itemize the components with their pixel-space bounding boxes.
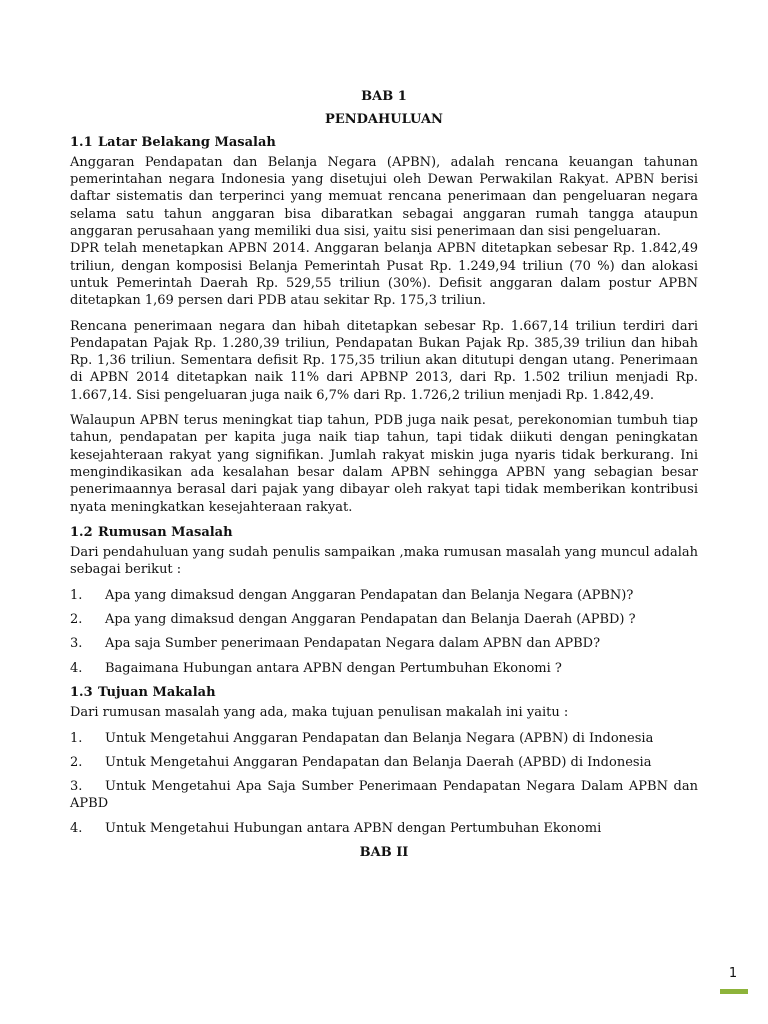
section-title: Rumusan Masalah <box>98 524 233 540</box>
section-number: 1.3 <box>70 684 93 700</box>
list-text: Untuk Mengetahui Apa Saja Sumber Penerimaan Pendapatan Negara Dalam APBN dan APBD <box>70 779 698 812</box>
list-text: Apa yang dimaksud dengan Anggaran Pendapatan dan Belanja Negara (APBN)? <box>105 587 634 603</box>
paragraph: DPR telah menetapkan APBN 2014. Anggaran belanja APBN ditetapkan sebesar Rp. 1.842,49 triliun, dengan komposisi Belanja Pemerintah Pusat Rp. 1.249,94 triliun (70 %) dan alokasi untuk Pemerintah Daerah Rp. 529,55 triliun (30%). Defisit anggaran dalam postur APBN ditetapkan 1,69 persen dari PDB atau sekitar Rp. 175,3 triliun. <box>70 241 698 309</box>
list-text: Apa saja Sumber penerimaan Pendapatan Negara dalam APBN dan APBD? <box>105 636 601 652</box>
page-number: 1 <box>728 966 738 981</box>
list-number: 4. <box>70 660 83 676</box>
list-text: Untuk Mengetahui Anggaran Pendapatan dan Belanja Negara (APBN) di Indonesia <box>105 730 654 746</box>
list-number: 1. <box>70 730 83 746</box>
list-text: Bagaimana Hubungan antara APBN dengan Pertumbuhan Ekonomi ? <box>105 660 562 676</box>
next-chapter-label: BAB II <box>359 844 409 860</box>
list-item <box>70 730 698 747</box>
list-item <box>70 778 698 813</box>
list-item <box>70 635 698 652</box>
list-text: Apa yang dimaksud dengan Anggaran Pendapatan dan Belanja Daerah (APBD) ? <box>105 612 636 628</box>
list-item <box>70 820 698 837</box>
section-number: 1.2 <box>70 524 93 540</box>
list-number: 4. <box>70 820 83 836</box>
chapter-title: PENDAHULUAN <box>325 112 443 128</box>
section-title: Tujuan Makalah <box>98 684 216 700</box>
paragraph: Anggaran Pendapatan dan Belanja Negara (APBN), adalah rencana keuangan tahunan pemerintahan negara Indonesia yang disetujui oleh Dewan Perwakilan Rakyat. APBN berisi daftar sistematis dan terperinci yang memuat rencana penerimaan dan pengeluaran negara selama satu tahun anggaran bisa dibaratkan sebagai anggaran rumah tangga ataupun anggaran perusahaan yang memiliki dua sisi, yaitu sisi penerimaan dan sisi pengeluaran. <box>70 154 698 240</box>
section-heading-1-3 <box>70 684 698 701</box>
paragraph: Dari rumusan masalah yang ada, maka tujuan penulisan makalah ini yaitu : <box>70 705 569 721</box>
list-text: Untuk Mengetahui Hubungan antara APBN dengan Pertumbuhan Ekonomi <box>105 820 602 836</box>
list-item <box>70 611 698 628</box>
page-number-accent-bar <box>720 989 748 994</box>
list-number: 2. <box>70 754 83 770</box>
list-number: 2. <box>70 612 83 628</box>
list-item <box>70 660 698 677</box>
list-number: 1. <box>70 587 83 603</box>
paragraph: Rencana penerimaan negara dan hibah ditetapkan sebesar Rp. 1.667,14 triliun terdiri dari Pendapatan Pajak Rp. 1.280,39 triliun, Pendapatan Bukan Pajak Rp. 385,39 triliun dan hibah Rp. 1,36 triliun. Sementara defisit Rp. 175,35 triliun akan ditutupi dengan utang. Penerimaan di APBN 2014 ditetapkan naik 11% dari APBNP 2013, dari Rp. 1.502 triliun menjadi Rp. 1.667,14. Sisi pengeluaran juga naik 6,7% dari Rp. 1.726,2 triliun menjadi Rp. 1.842,49. <box>70 318 698 403</box>
document-page <box>70 88 698 861</box>
list-text: Untuk Mengetahui Anggaran Pendapatan dan Belanja Daerah (APBD) di Indonesia <box>105 754 652 770</box>
list-number: 3. <box>70 636 83 652</box>
list-item <box>70 587 698 604</box>
paragraph: Dari pendahuluan yang sudah penulis sampaikan ,maka rumusan masalah yang muncul adalah sebagai berikut : <box>70 545 698 578</box>
chapter-label: BAB 1 <box>361 89 407 104</box>
paragraph: Walaupun APBN terus meningkat tiap tahun, PDB juga naik pesat, perekonomian tumbuh tiap tahun, pendapatan per kapita juga naik tiap tahun, tapi tidak diikuti dengan peningkatan kesejahteraan rakyat yang signifikan. Jumlah rakyat miskin juga nyaris tidak berkurang. Ini mengindikasikan ada kesalahan besar dalam APBN sehingga APBN yang sebagian besar penerimaannya berasal dari pajak yang dibayar oleh rakyat tapi tidak memberikan kontribusi nyata meningkatkan kesejahteraan rakyat. <box>70 413 698 515</box>
section-heading-1-1 <box>70 134 698 151</box>
list-number: 3. <box>70 779 83 795</box>
section-number: 1.1 <box>70 134 93 150</box>
list-item <box>70 754 698 771</box>
section-heading-1-2 <box>70 524 698 541</box>
section-title: Latar Belakang Masalah <box>98 134 276 150</box>
